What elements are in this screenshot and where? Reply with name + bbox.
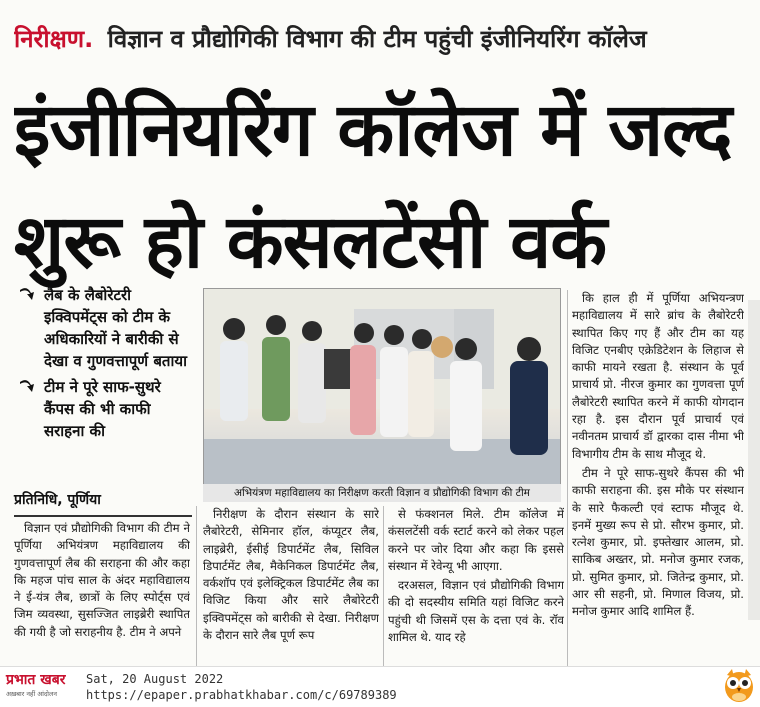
bullet-item xyxy=(14,376,194,442)
article-column-4 xyxy=(572,290,744,666)
article-column-2 xyxy=(203,506,379,666)
column-paragraph: विज्ञान एवं प्रौद्योगिकी विभाग की टीम ने पूर्णिया अभियंत्रण महाविद्यालय की गुणवत्तापूर्ण लैब की सराहना की और कहा कि महज पांच साल के अंदर महाविद्यालय ने ई-यंत्र लैब, छात्रों के लिए स्पोर्ट्स एवं जिम व्यवस्था, सुसज्जित लाइब्रेरी स्थापित की गयी है जो सराहनीय है. टीम ने अपने xyxy=(14,521,190,639)
article-column-1 xyxy=(14,520,190,666)
bullet-arrow-icon xyxy=(18,376,36,398)
photo-illustration xyxy=(204,289,560,485)
kicker-label: निरीक्षण. xyxy=(14,25,94,53)
adjacent-article-edge xyxy=(748,300,760,620)
photo-caption: अभियंत्रण महाविद्यालय का निरीक्षण करती विज्ञान व प्रौद्योगिकी विभाग की टीम xyxy=(203,484,561,502)
bullet-arrow-icon xyxy=(18,284,36,306)
kicker-text: विज्ञान व प्रौद्योगिकी विभाग की टीम पहुंची इंजीनियरिंग कॉलेज xyxy=(107,25,647,53)
headline-line-2: शुरू हो कंसलटेंसी वर्क xyxy=(14,199,607,285)
clip-url[interactable]: https://epaper.prabhatkhabar.com/c/69789389 xyxy=(86,688,397,702)
headline xyxy=(14,74,754,298)
epaper-footer xyxy=(0,666,760,707)
column-divider xyxy=(196,506,197,666)
highlight-bullets xyxy=(14,284,194,446)
bullet-text: टीम ने पूरे साफ-सुथरे कैंपस की भी काफी सराहना की xyxy=(44,378,161,440)
column-paragraph: से फंक्शनल मिले. टीम कॉलेज में कंसलटेंसी वर्क स्टार्ट करने को लेकर पहल करने पर जोर दिया और कहा कि इससे संस्थान में रेवेन्यू भी आएगा. xyxy=(388,507,564,573)
column-divider xyxy=(383,506,384,666)
owl-mascot-icon xyxy=(722,667,756,703)
article-photo xyxy=(203,288,561,486)
article-column-3 xyxy=(388,506,564,666)
kicker-line xyxy=(14,20,754,58)
headline-line-1: इंजीनियरिंग कॉलेज में जल्द xyxy=(14,87,732,173)
prabhat-khabar-logo[interactable] xyxy=(6,671,78,703)
bullet-text: लैब के लैबोरेटरी इक्विपमेंट्स को टीम के अधिकारियों ने बारीकी से देखा व गुणवत्तापूर्ण बताया xyxy=(44,286,187,370)
bullet-item xyxy=(14,284,194,372)
clip-meta xyxy=(86,671,397,703)
column-paragraph: निरीक्षण के दौरान संस्थान के सारे लैबोरेटरी, सेमिनार हॉल, कंप्यूटर लैब, लाइब्रेरी, ईसीई डिपार्टमेंट लैब, सिविल डिपार्टमेंट लैब, मैकेनिकल डिपार्टमेंट लैब, वर्कशॉप एवं इलेक्ट्रिकल डिपार्टमेंट लैब का विजिट किया और सारे लैबोरेटरी इक्विपमेंट्स को बारीकी से देखा. निरीक्षण के दौरान सारे लैब पूर्ण रूप xyxy=(203,507,379,643)
column-paragraph: टीम ने पूरे साफ-सुथरे कैंपस की भी काफी सराहना की. इस मौके पर संस्थान के सारे फैकल्टी एवं स्टाफ मौजूद थे. इनमें मुख्य रूप से प्रो. सौरभ कुमार, प्रो. रत्नेश कुमार, प्रो. इफ्तेखार आलम, प्रो. साकिब अख्तर, प्रो. मनोज कुमार रजक, प्रो. सुमित कुमार, प्रो. जितेन्द्र कुमार, प्रो. आर सी सहनी, प्रो. मिणाल विजय, प्रो. मनोज कुमार आदि शामिल हैं. xyxy=(572,465,744,619)
clip-date: Sat, 20 August 2022 xyxy=(86,672,224,686)
column-divider xyxy=(567,290,568,666)
column-paragraph: दरअसल, विज्ञान एवं प्रौद्योगिकी विभाग की दो सदस्यीय समिति यहां विजिट करने पहुंची थी जिसमें एस के दत्ता एवं के. रॉव शामिल थे. याद रहे xyxy=(388,578,564,645)
logo-tagline: अख़बार नहीं आंदोलन xyxy=(6,690,58,698)
column-paragraph: कि हाल ही में पूर्णिया अभियन्त्रण महाविद्यालय में सारे ब्रांच के लैबोरेटरी स्थापित किए गए हैं और टीम का यह विजिट एनबीए एक्रेडिटेशन के लिहाज से काफी मायने रखता है. संस्थान के पूर्व प्राचार्य प्रो. नीरज कुमार का गुणवत्ता पूर्ण लैबोरेटरी स्थापित करने में काफी योगदान रहा है. इस दौरान पूर्व प्राचार्य एवं नवीनतम प्राचार्य डॉ द्वारका दास नीमा भी विभागीय टीम के साथ मौजूद थे. xyxy=(572,291,744,461)
logo-name: प्रभात खबर xyxy=(6,672,66,688)
byline: प्रतिनिधि, पूर्णिया xyxy=(14,490,192,517)
